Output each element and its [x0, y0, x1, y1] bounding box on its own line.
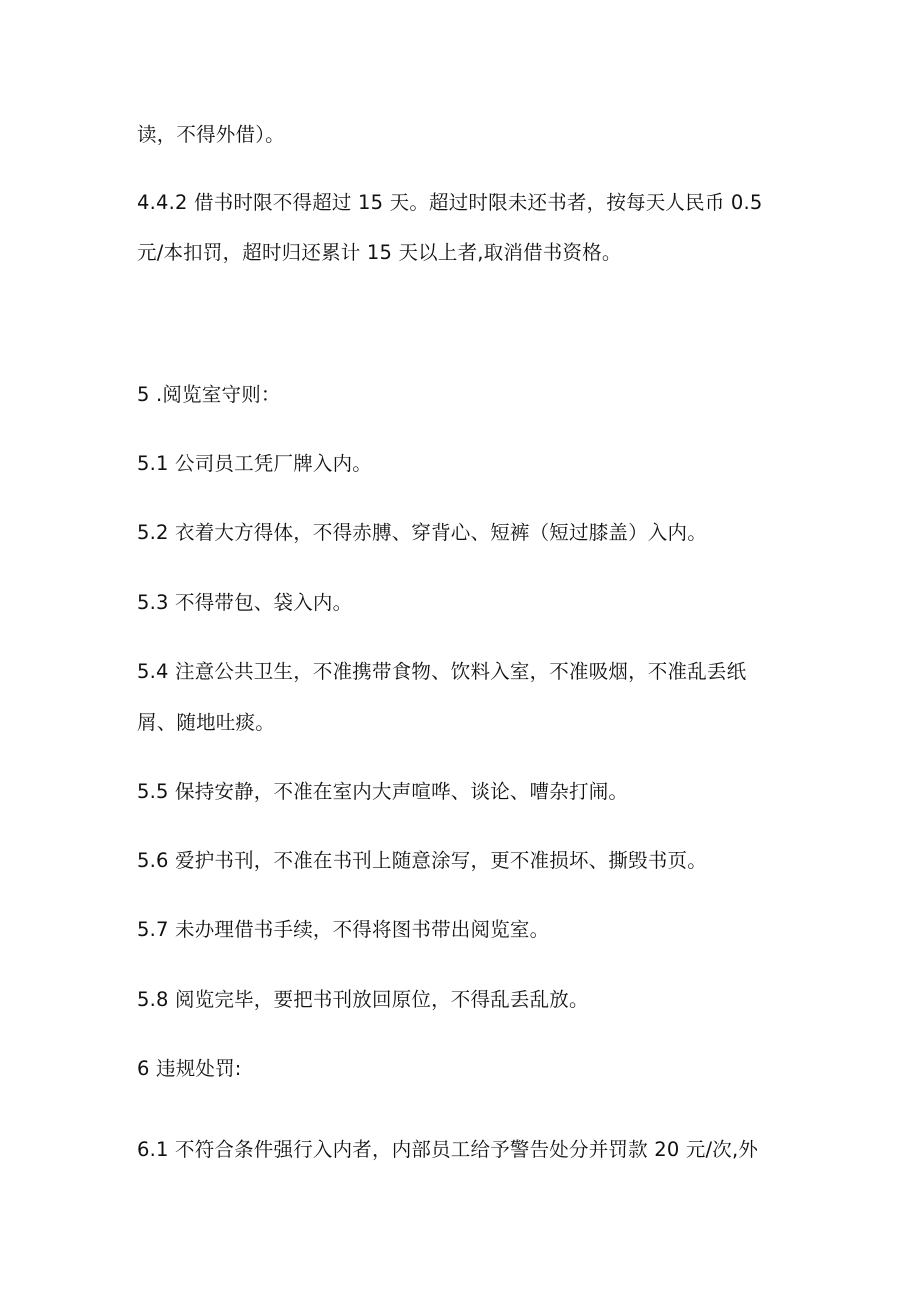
text-line-9: 屑、随地吐痰。: [137, 711, 275, 734]
text-line-8: 5.4 注意公共卫生，不准携带食物、饮料入室，不准吸烟，不准乱丢纸: [137, 660, 747, 683]
text-line-1: 读，不得外借）。: [137, 123, 285, 146]
text-line-15: 6.1 不符合条件强行入内者，内部员工给予警告处分并罚款 20 元/次,外: [137, 1138, 759, 1161]
text-line-3: 元/本扣罚，超时归还累计 15 天以上者,取消借书资格。: [137, 241, 622, 264]
text-line-4: 5 .阅览室守则：: [137, 383, 281, 406]
text-line-7: 5.3 不得带包、袋入内。: [137, 591, 353, 614]
text-line-5: 5.1 公司员工凭厂牌入内。: [137, 452, 373, 475]
text-line-2: 4.4.2 借书时限不得超过 15 天。超过时限未还书者，按每天人民币 0.5: [137, 191, 763, 214]
text-line-10: 5.5 保持安静，不准在室内大声喧哗、谈论、嘈杂打闹。: [137, 780, 629, 803]
text-line-14: 6 违规处罚:: [137, 1057, 242, 1080]
text-line-6: 5.2 衣着大方得体，不得赤膊、穿背心、短裤（短过膝盖）入内。: [137, 521, 707, 544]
text-line-11: 5.6 爱护书刊，不准在书刊上随意涂写，更不准损坏、撕毁书页。: [137, 849, 707, 872]
text-line-12: 5.7 未办理借书手续，不得将图书带出阅览室。: [137, 918, 550, 941]
text-line-13: 5.8 阅览完毕，要把书刊放回原位，不得乱丢乱放。: [137, 988, 589, 1011]
